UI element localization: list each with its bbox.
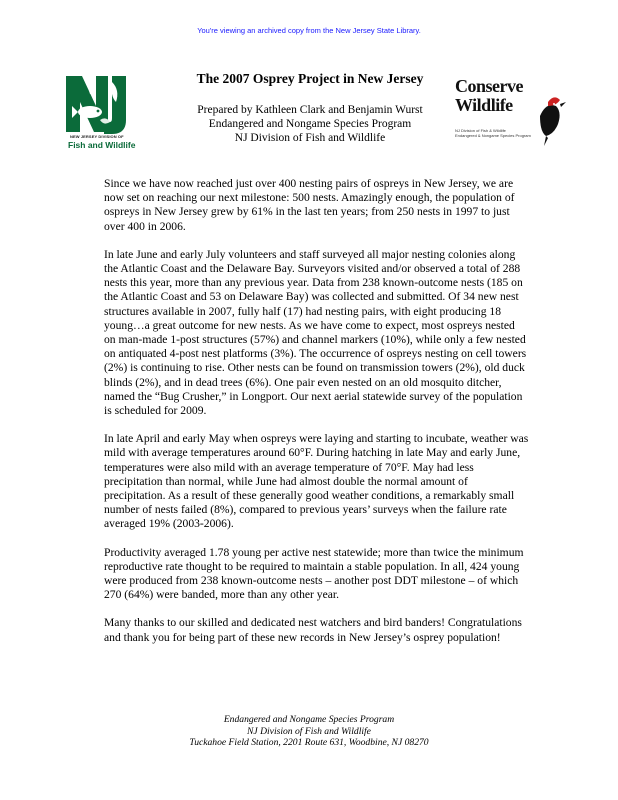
program-line: Endangered and Nongame Species Program	[208, 118, 412, 130]
document-title: The 2007 Osprey Project in New Jersey	[196, 71, 424, 86]
nj-logo-caption: Fish and Wildlife	[68, 140, 136, 150]
cw-logo-caption-2: Endangered & Nongame Species Program	[455, 133, 531, 138]
paragraph-thanks: Many thanks to our skilled and dedicated nest watchers and bird banders! Congratulations and thank you for being part of these new records in New Jersey’s osprey population!	[104, 616, 522, 644]
document-header	[0, 66, 618, 166]
wildlife-wordmark: Wildlife	[455, 95, 513, 115]
paragraph-productivity: Productivity averaged 1.78 young per active nest statewide; more than twice the minimum reproductive rate thought to be required to maintain a stable population. In all, 424 young were produced from 238 known-outcome nests – another post DDT milestone – of which 270 (64%) were banded, more than any other year.	[104, 545, 524, 602]
prepared-by-line: Prepared by Kathleen Clark and Benjamin Wurst	[197, 104, 423, 116]
paragraph-survey: In late June and early July volunteers and staff surveyed all major nesting colonies along the Atlantic Coast and the Delaware Bay. Surveyors visited and/or observed a total of 288 nests this year, more than any previous year. Data from 238 known-outcome nests (185 on the Atlantic Coast and 53 on Delaware Bay) was collected and submitted. Of 34 new nest structures available in 2007, fully half (17) had nesting pairs, with eight producing 18 young…a great outcome for new nests. As we have come to expect, most ospreys nested on man-made 1-post structures (57%) and channel markers (10%), while only a few nested on antiquated 4-post nest platforms (3%). The occurrence of ospreys nesting on cell towers (2%) is continuing to rise. Other nests can be found on transmission towers (2%), old duck blinds (2%), and in dead trees (6%). One pair even nested on an old mosquito ditcher, named the “Bug Crusher,” in Longport. Our next aerial statewide survey of the population is scheduled for 2009.	[104, 247, 527, 418]
cw-logo-caption-1: NJ Division of Fish & Wildlife	[455, 128, 506, 133]
footer-division: NJ Division of Fish and Wildlife	[247, 725, 371, 737]
paragraph-weather: In late April and early May when ospreys were laying and starting to incubate, weather was mild with average temperatures around 60°F. During hatching in late May and early June, temperatures were also mild with an average temperature of 70°F. May had less precipitation than normal, while June had almost double the normal amount of precipitation. As a result of these generally good weather conditions, a remarkably small number of nests failed (8%), compared to previous years’ surveys when the failure rate averaged 19% (2003-2006).	[104, 432, 529, 531]
division-line: NJ Division of Fish and Wildlife	[234, 132, 386, 144]
document-body	[104, 177, 529, 659]
title-block	[170, 71, 450, 145]
document-footer	[0, 714, 618, 749]
footer-program: Endangered and Nongame Species Program	[223, 714, 395, 725]
footer-address: Tuckahoe Field Station, 2201 Route 631, Woodbine, NJ 08270	[189, 737, 429, 748]
nj-logo-caption-small: NEW JERSEY DIVISION OF	[70, 134, 124, 139]
archive-banner[interactable]: You're viewing an archived copy from the New Jersey State Library.	[197, 26, 421, 35]
paragraph-intro: Since we have now reached just over 400 nesting pairs of ospreys in New Jersey, we are now set on reaching our next milestone: 500 nests. Amazingly enough, the population of ospreys in New Jersey grew by 61% in the last ten years; from 250 nests in 1997 to just over 400 in 2006.	[104, 177, 515, 233]
conserve-wordmark: Conserve	[455, 76, 523, 96]
